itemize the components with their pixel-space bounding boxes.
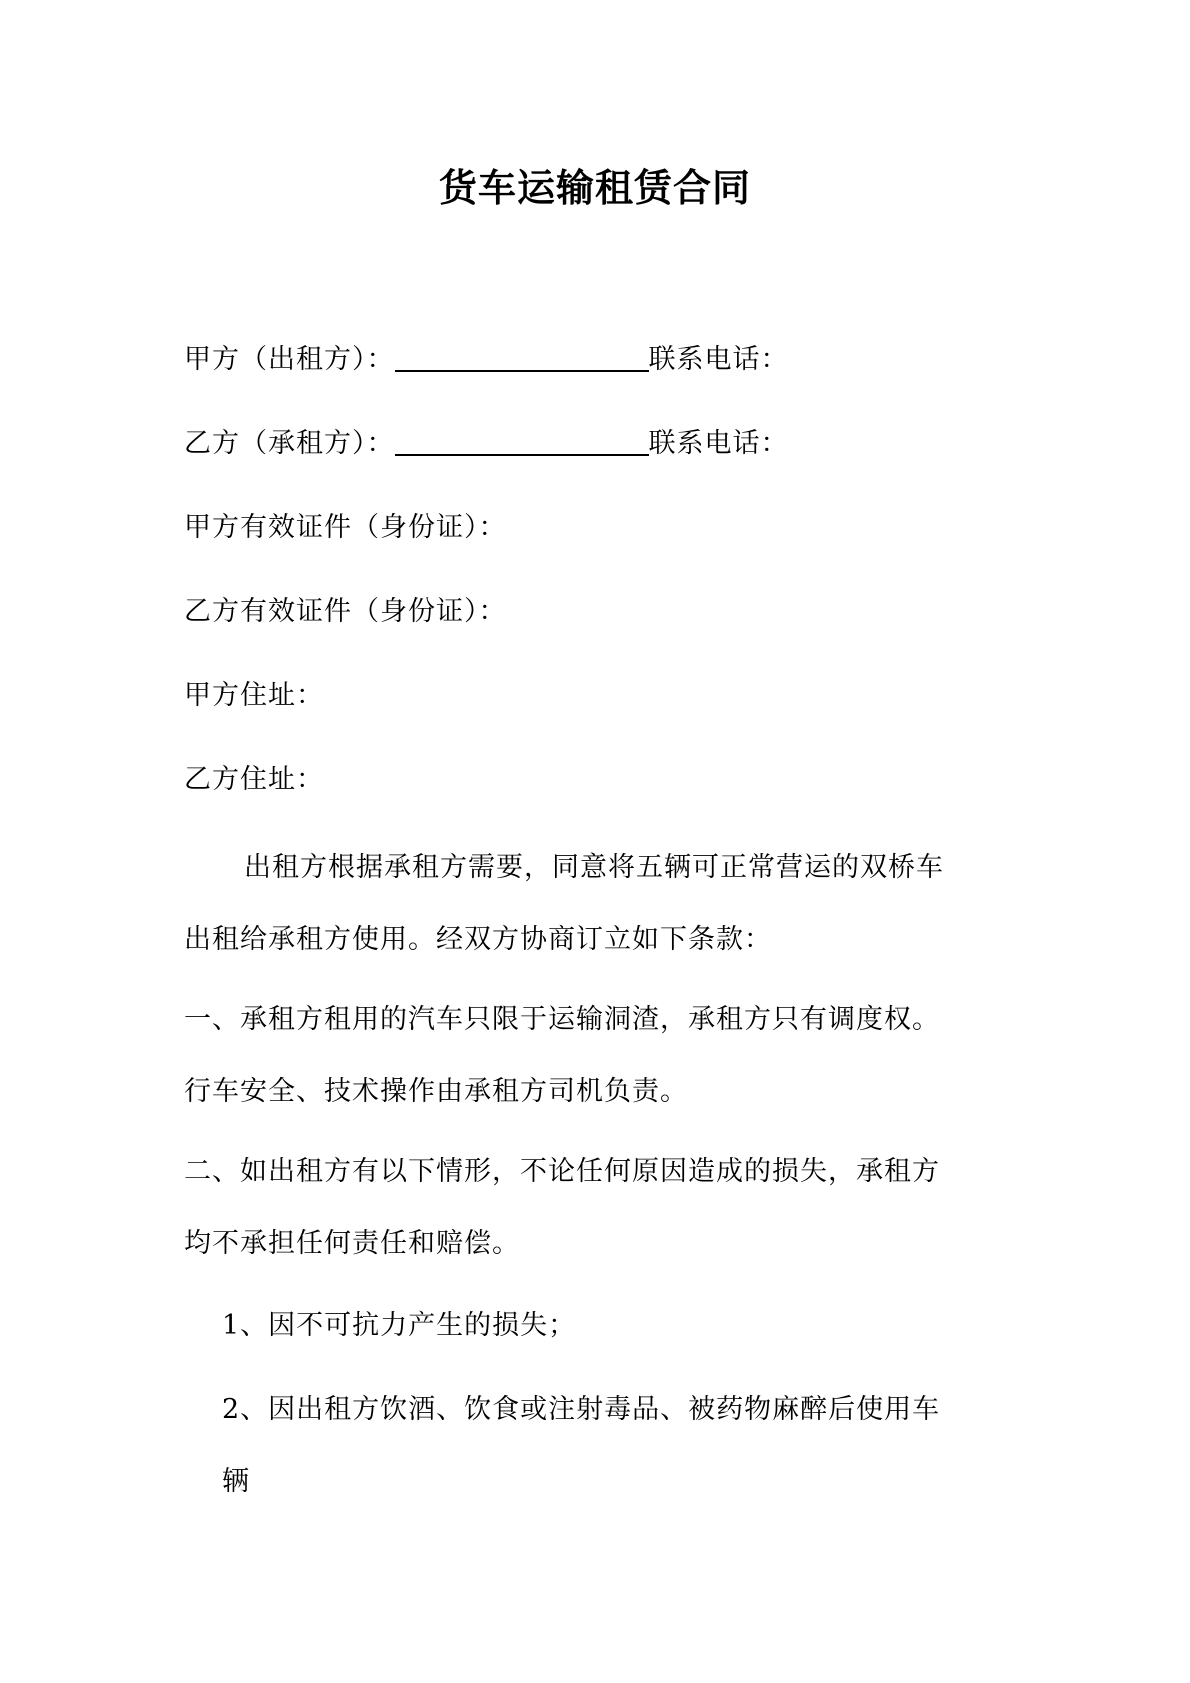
clause2-line-2: 均不承担任何责任和赔偿。: [184, 1228, 520, 1259]
clause1-line-2: 行车安全、技术操作由承租方司机负责。: [184, 1076, 688, 1107]
intro-line-1: 出租方根据承租方需要，同意将五辆可正常营运的双桥车: [244, 852, 944, 883]
party-a-line: [184, 340, 789, 380]
party-b-label: 乙方（承租方）：: [184, 428, 395, 459]
intro-line-2: 出租给承租方使用。经双方协商订立如下条款：: [184, 924, 772, 955]
party-b-address-line: 乙方住址：: [184, 764, 324, 795]
item1-line: 1、因不可抗力产生的损失；: [222, 1310, 577, 1341]
clause2-line-1: 二、如出租方有以下情形，不论任何原因造成的损失，承租方: [184, 1156, 940, 1187]
item2-line-2: 辆: [222, 1466, 250, 1497]
party-b-id-line: 乙方有效证件（身份证）：: [184, 596, 507, 627]
party-b-name-blank[interactable]: [395, 426, 649, 456]
clause1-line-1: 一、承租方租用的汽车只限于运输洞渣，承租方只有调度权。: [184, 1004, 940, 1035]
item2-line-1: 2、因出租方饮酒、饮食或注射毒品、被药物麻醉后使用车: [222, 1394, 941, 1425]
party-b-line: [184, 424, 789, 464]
party-a-label: 甲方（出租方）：: [184, 344, 395, 375]
party-a-address-line: 甲方住址：: [184, 680, 324, 711]
party-a-name-blank[interactable]: [395, 342, 649, 372]
document-title: 货车运输租赁合同: [438, 166, 751, 210]
party-a-id-line: 甲方有效证件（身份证）：: [184, 512, 507, 543]
party-b-phone-label: 联系电话：: [648, 428, 789, 459]
party-a-phone-label: 联系电话：: [648, 344, 789, 375]
